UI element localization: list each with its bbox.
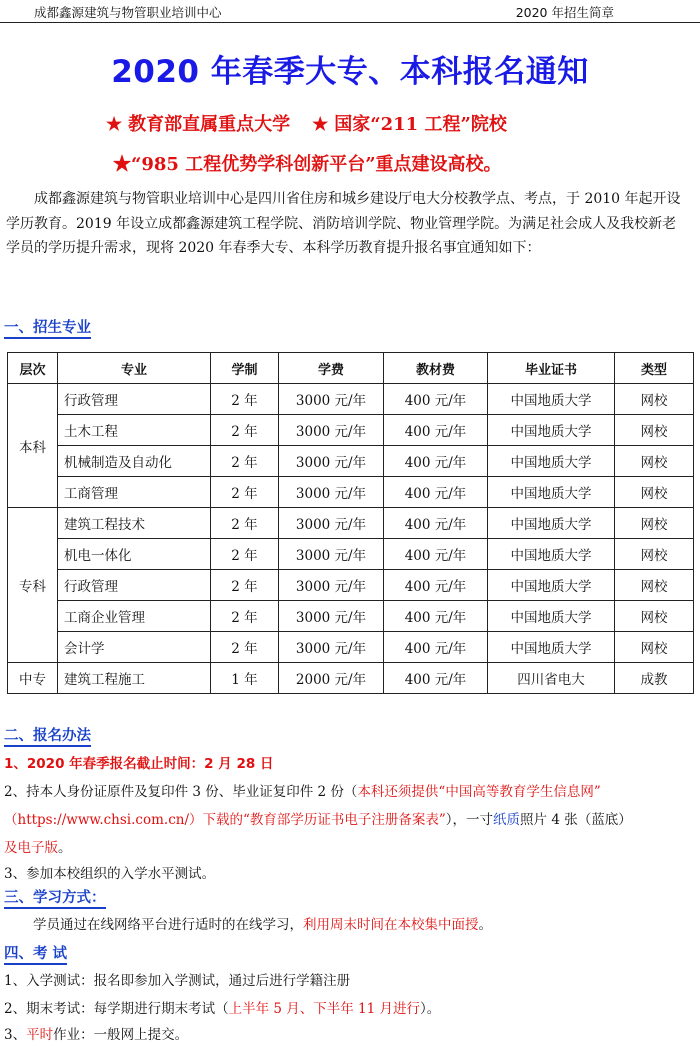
intro-paragraph: 成都鑫源建筑与物管职业培训中心是四川省住房和城乡建设厅电大分校教学点、考点，于 2010 年起开设学历教育。2019 年设立成都鑫源建筑工程学院、消防培训学院、物业管理学院。为满足社会成人及我校新老学员的学历提升需求，现将 2020 年春季大专、本科学历教育提升报名事宜通知如下： xyxy=(6,191,681,256)
textbook-fee-cell: 400 元/年 xyxy=(384,539,488,570)
tuition-cell: 3000 元/年 xyxy=(279,632,384,663)
type-cell: 网校 xyxy=(615,384,694,415)
level-cell: 中专 xyxy=(8,663,58,694)
major-cell: 建筑工程技术 xyxy=(58,508,211,539)
tuition-cell: 3000 元/年 xyxy=(279,477,384,508)
star-icon: ★ xyxy=(106,114,123,135)
majors-table xyxy=(7,352,694,694)
textbook-fee-cell: 400 元/年 xyxy=(384,601,488,632)
certificate-cell: 中国地质大学 xyxy=(488,570,615,601)
tuition-cell: 3000 元/年 xyxy=(279,446,384,477)
certificate-cell: 中国地质大学 xyxy=(488,415,615,446)
certificate-cell: 中国地质大学 xyxy=(488,539,615,570)
tuition-cell: 2000 元/年 xyxy=(279,663,384,694)
textbook-fee-cell: 400 元/年 xyxy=(384,663,488,694)
type-cell: 网校 xyxy=(615,508,694,539)
duration-cell: 2 年 xyxy=(211,632,279,663)
tuition-cell: 3000 元/年 xyxy=(279,539,384,570)
table-header-row xyxy=(8,353,694,384)
page-header xyxy=(0,0,700,23)
major-cell: 工商企业管理 xyxy=(58,601,211,632)
column-header: 专业 xyxy=(58,353,211,384)
table-row xyxy=(8,570,694,601)
table-row xyxy=(8,415,694,446)
certificate-cell: 中国地质大学 xyxy=(488,477,615,508)
type-cell: 成教 xyxy=(615,663,694,694)
table-row xyxy=(8,508,694,539)
table-row xyxy=(8,384,694,415)
duration-cell: 2 年 xyxy=(211,601,279,632)
textbook-fee-cell: 400 元/年 xyxy=(384,632,488,663)
duration-cell: 1 年 xyxy=(211,663,279,694)
column-header: 学制 xyxy=(211,353,279,384)
page-title: 2020 年春季大专、本科报名通知 xyxy=(111,54,589,90)
major-cell: 工商管理 xyxy=(58,477,211,508)
column-header: 毕业证书 xyxy=(488,353,615,384)
duration-cell: 2 年 xyxy=(211,508,279,539)
type-cell: 网校 xyxy=(615,601,694,632)
type-cell: 网校 xyxy=(615,446,694,477)
type-cell: 网校 xyxy=(615,539,694,570)
type-cell: 网校 xyxy=(615,570,694,601)
certificate-cell: 中国地质大学 xyxy=(488,601,615,632)
level-cell: 本科 xyxy=(8,384,58,508)
tag-ministry: 教育部直属重点大学 xyxy=(128,114,291,135)
section-heading-study: 三、学习方式： xyxy=(4,886,106,907)
tuition-cell: 3000 元/年 xyxy=(279,508,384,539)
duration-cell: 2 年 xyxy=(211,446,279,477)
major-cell: 机电一体化 xyxy=(58,539,211,570)
table-row xyxy=(8,663,694,694)
major-cell: 会计学 xyxy=(58,632,211,663)
exam-final: 2、期末考试：每学期进行期末考试（上半年 5 月、下半年 11 月进行）。 xyxy=(4,1001,441,1017)
certificate-cell: 中国地质大学 xyxy=(488,508,615,539)
type-cell: 网校 xyxy=(615,632,694,663)
textbook-fee-cell: 400 元/年 xyxy=(384,477,488,508)
tagline-2 xyxy=(113,150,502,176)
exam-homework: 3、平时作业：一般网上提交。 xyxy=(4,1027,189,1043)
enroll-documents-line-1: 2、持本人身份证原件及复印件 3 份、毕业证复印件 2 份（本科还须提供“中国高等教育学生信息网” xyxy=(4,784,601,800)
major-cell: 机械制造及自动化 xyxy=(58,446,211,477)
tuition-cell: 3000 元/年 xyxy=(279,570,384,601)
tag-985: “985 工程优势学科创新平台”重点建设高校。 xyxy=(131,154,502,175)
major-cell: 行政管理 xyxy=(58,570,211,601)
enroll-documents-line-3: 及电子版。 xyxy=(4,840,72,856)
section-heading-majors: 一、招生专业 xyxy=(4,316,91,337)
star-icon: ★ xyxy=(113,154,131,175)
textbook-fee-cell: 400 元/年 xyxy=(384,508,488,539)
header-doc-title: 2020 年招生简章 xyxy=(515,5,614,20)
duration-cell: 2 年 xyxy=(211,384,279,415)
type-cell: 网校 xyxy=(615,415,694,446)
duration-cell: 2 年 xyxy=(211,570,279,601)
tagline-1 xyxy=(106,110,507,136)
textbook-fee-cell: 400 元/年 xyxy=(384,446,488,477)
tuition-cell: 3000 元/年 xyxy=(279,384,384,415)
major-cell: 建筑工程施工 xyxy=(58,663,211,694)
type-cell: 网校 xyxy=(615,477,694,508)
column-header: 教材费 xyxy=(384,353,488,384)
major-cell: 行政管理 xyxy=(58,384,211,415)
section-heading-enroll: 二、报名办法 xyxy=(4,724,91,745)
column-header: 层次 xyxy=(8,353,58,384)
header-org: 成都鑫源建筑与物管职业培训中心 xyxy=(34,5,222,20)
enroll-deadline: 1、2020 年春季报名截止时间：2 月 28 日 xyxy=(4,756,274,772)
star-icon: ★ xyxy=(312,114,329,135)
section-heading-exam: 四、考 试 xyxy=(4,942,67,963)
textbook-fee-cell: 400 元/年 xyxy=(384,415,488,446)
table-row xyxy=(8,477,694,508)
textbook-fee-cell: 400 元/年 xyxy=(384,384,488,415)
duration-cell: 2 年 xyxy=(211,415,279,446)
certificate-cell: 四川省电大 xyxy=(488,663,615,694)
exam-entrance: 1、入学测试：报名即参加入学测试，通过后进行学籍注册 xyxy=(4,973,351,989)
textbook-fee-cell: 400 元/年 xyxy=(384,570,488,601)
certificate-cell: 中国地质大学 xyxy=(488,632,615,663)
column-header: 学费 xyxy=(279,353,384,384)
table-row xyxy=(8,446,694,477)
column-header: 类型 xyxy=(615,353,694,384)
tuition-cell: 3000 元/年 xyxy=(279,415,384,446)
study-method: 学员通过在线网络平台进行适时的在线学习，利用周末时间在本校集中面授。 xyxy=(33,917,492,933)
table-row xyxy=(8,539,694,570)
level-cell: 专科 xyxy=(8,508,58,663)
certificate-cell: 中国地质大学 xyxy=(488,446,615,477)
table-row xyxy=(8,632,694,663)
enroll-entrance-test: 3、参加本校组织的入学水平测试。 xyxy=(4,866,216,882)
major-cell: 土木工程 xyxy=(58,415,211,446)
duration-cell: 2 年 xyxy=(211,477,279,508)
certificate-cell: 中国地质大学 xyxy=(488,384,615,415)
duration-cell: 2 年 xyxy=(211,539,279,570)
tag-211: 国家“211 工程”院校 xyxy=(334,114,507,135)
enroll-documents-line-2: （https://www.chsi.com.cn/）下载的“教育部学历证书电子注册备案表”），一寸纸质照片 4 张（蓝底） xyxy=(4,812,632,828)
tuition-cell: 3000 元/年 xyxy=(279,601,384,632)
table-row xyxy=(8,601,694,632)
